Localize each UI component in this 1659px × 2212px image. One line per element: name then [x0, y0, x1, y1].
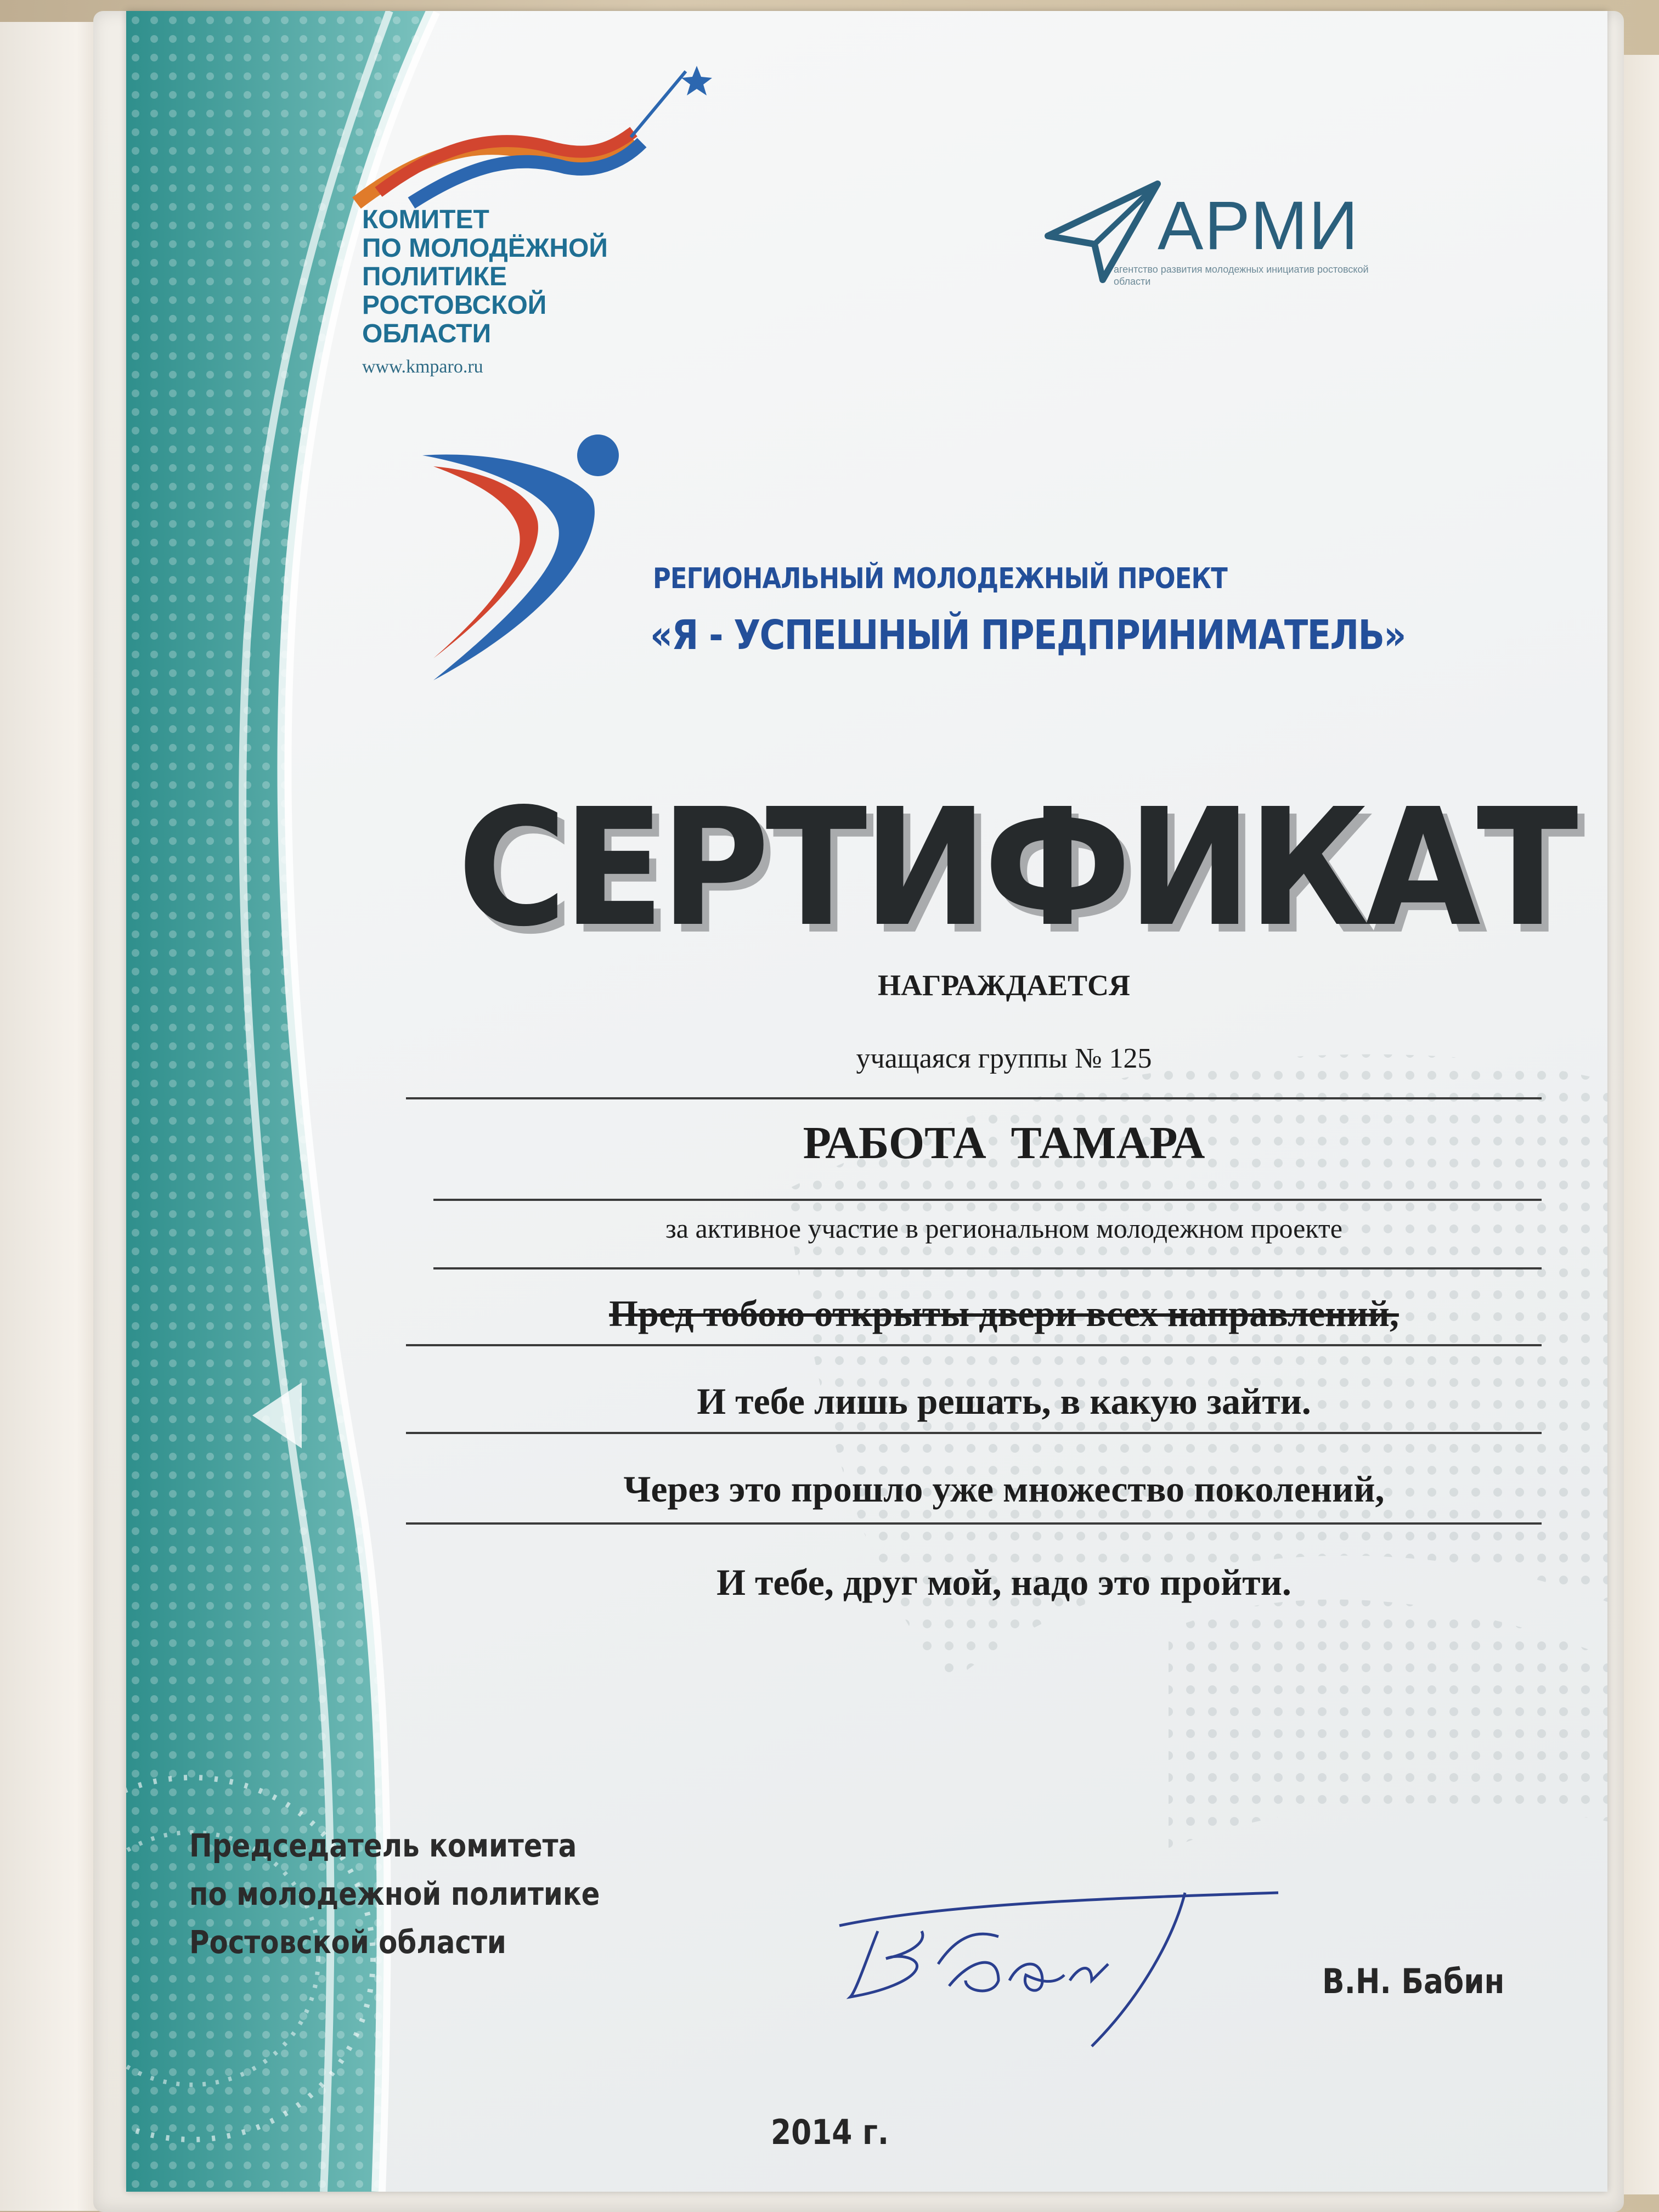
award-reason: за активное участие в региональном молодежном проекте [665, 1213, 1342, 1244]
chair-title [189, 1821, 600, 1966]
poem-line: Пред тобою открыты двери всех направлений, [609, 1293, 1399, 1334]
chair-title-line: Председатель комитета [189, 1827, 577, 1864]
committee-line: КОМИТЕТ [362, 205, 489, 234]
committee-line: ОБЛАСТИ [362, 319, 492, 348]
underline [433, 1267, 1542, 1269]
underline [406, 1344, 1542, 1346]
signer-name: В.Н. Бабин [1322, 1961, 1505, 2001]
certificate [126, 11, 1607, 2192]
committee-name [362, 206, 746, 381]
poem-line: И тебе лишь решать, в какую зайти. [697, 1380, 1311, 1422]
underline [433, 1199, 1542, 1201]
awarded-label: НАГРАЖДАЕТСЯ [877, 969, 1130, 1002]
recipient-name: РАБОТА ТАМАРА [803, 1118, 1205, 1169]
poem-line: И тебе, друг мой, надо это пройти. [716, 1561, 1291, 1603]
committee-line: РОСТОВСКОЙ [362, 291, 547, 320]
committee-logo-emblem [346, 55, 730, 208]
recipient-group: учащаяся группы № 125 [856, 1043, 1152, 1074]
chair-title-line: по молодежной политике [189, 1875, 600, 1912]
underline [406, 1097, 1542, 1099]
committee-line: ПО МОЛОДЁЖНОЙ [362, 234, 608, 263]
handwritten-signature [834, 1871, 1284, 2052]
chair-title-line: Ростовской области [189, 1923, 506, 1961]
certificate-title: СЕРТИФИКАТ [458, 774, 1575, 962]
underline [406, 1432, 1542, 1434]
project-title-line1: РЕГИОНАЛЬНЫЙ МОЛОДЕЖНЫЙ ПРОЕКТ [653, 562, 1227, 595]
project-logo-emblem [411, 422, 642, 686]
committee-line: ПОЛИТИКЕ [362, 262, 507, 291]
poem-line: Через это прошло уже множество поколений, [623, 1468, 1385, 1510]
certificate-year: 2014 г. [771, 2112, 889, 2152]
armi-subtitle: агентство развития молодежных инициатив ростовской области [1114, 264, 1369, 287]
underline [406, 1522, 1542, 1525]
armi-logo-text: АРМИ [1158, 188, 1359, 264]
committee-url: www.kmparo.ru [362, 357, 483, 377]
project-title-line2: «Я - УСПЕШНЫЙ ПРЕДПРИНИМАТЕЛЬ» [650, 612, 1406, 659]
